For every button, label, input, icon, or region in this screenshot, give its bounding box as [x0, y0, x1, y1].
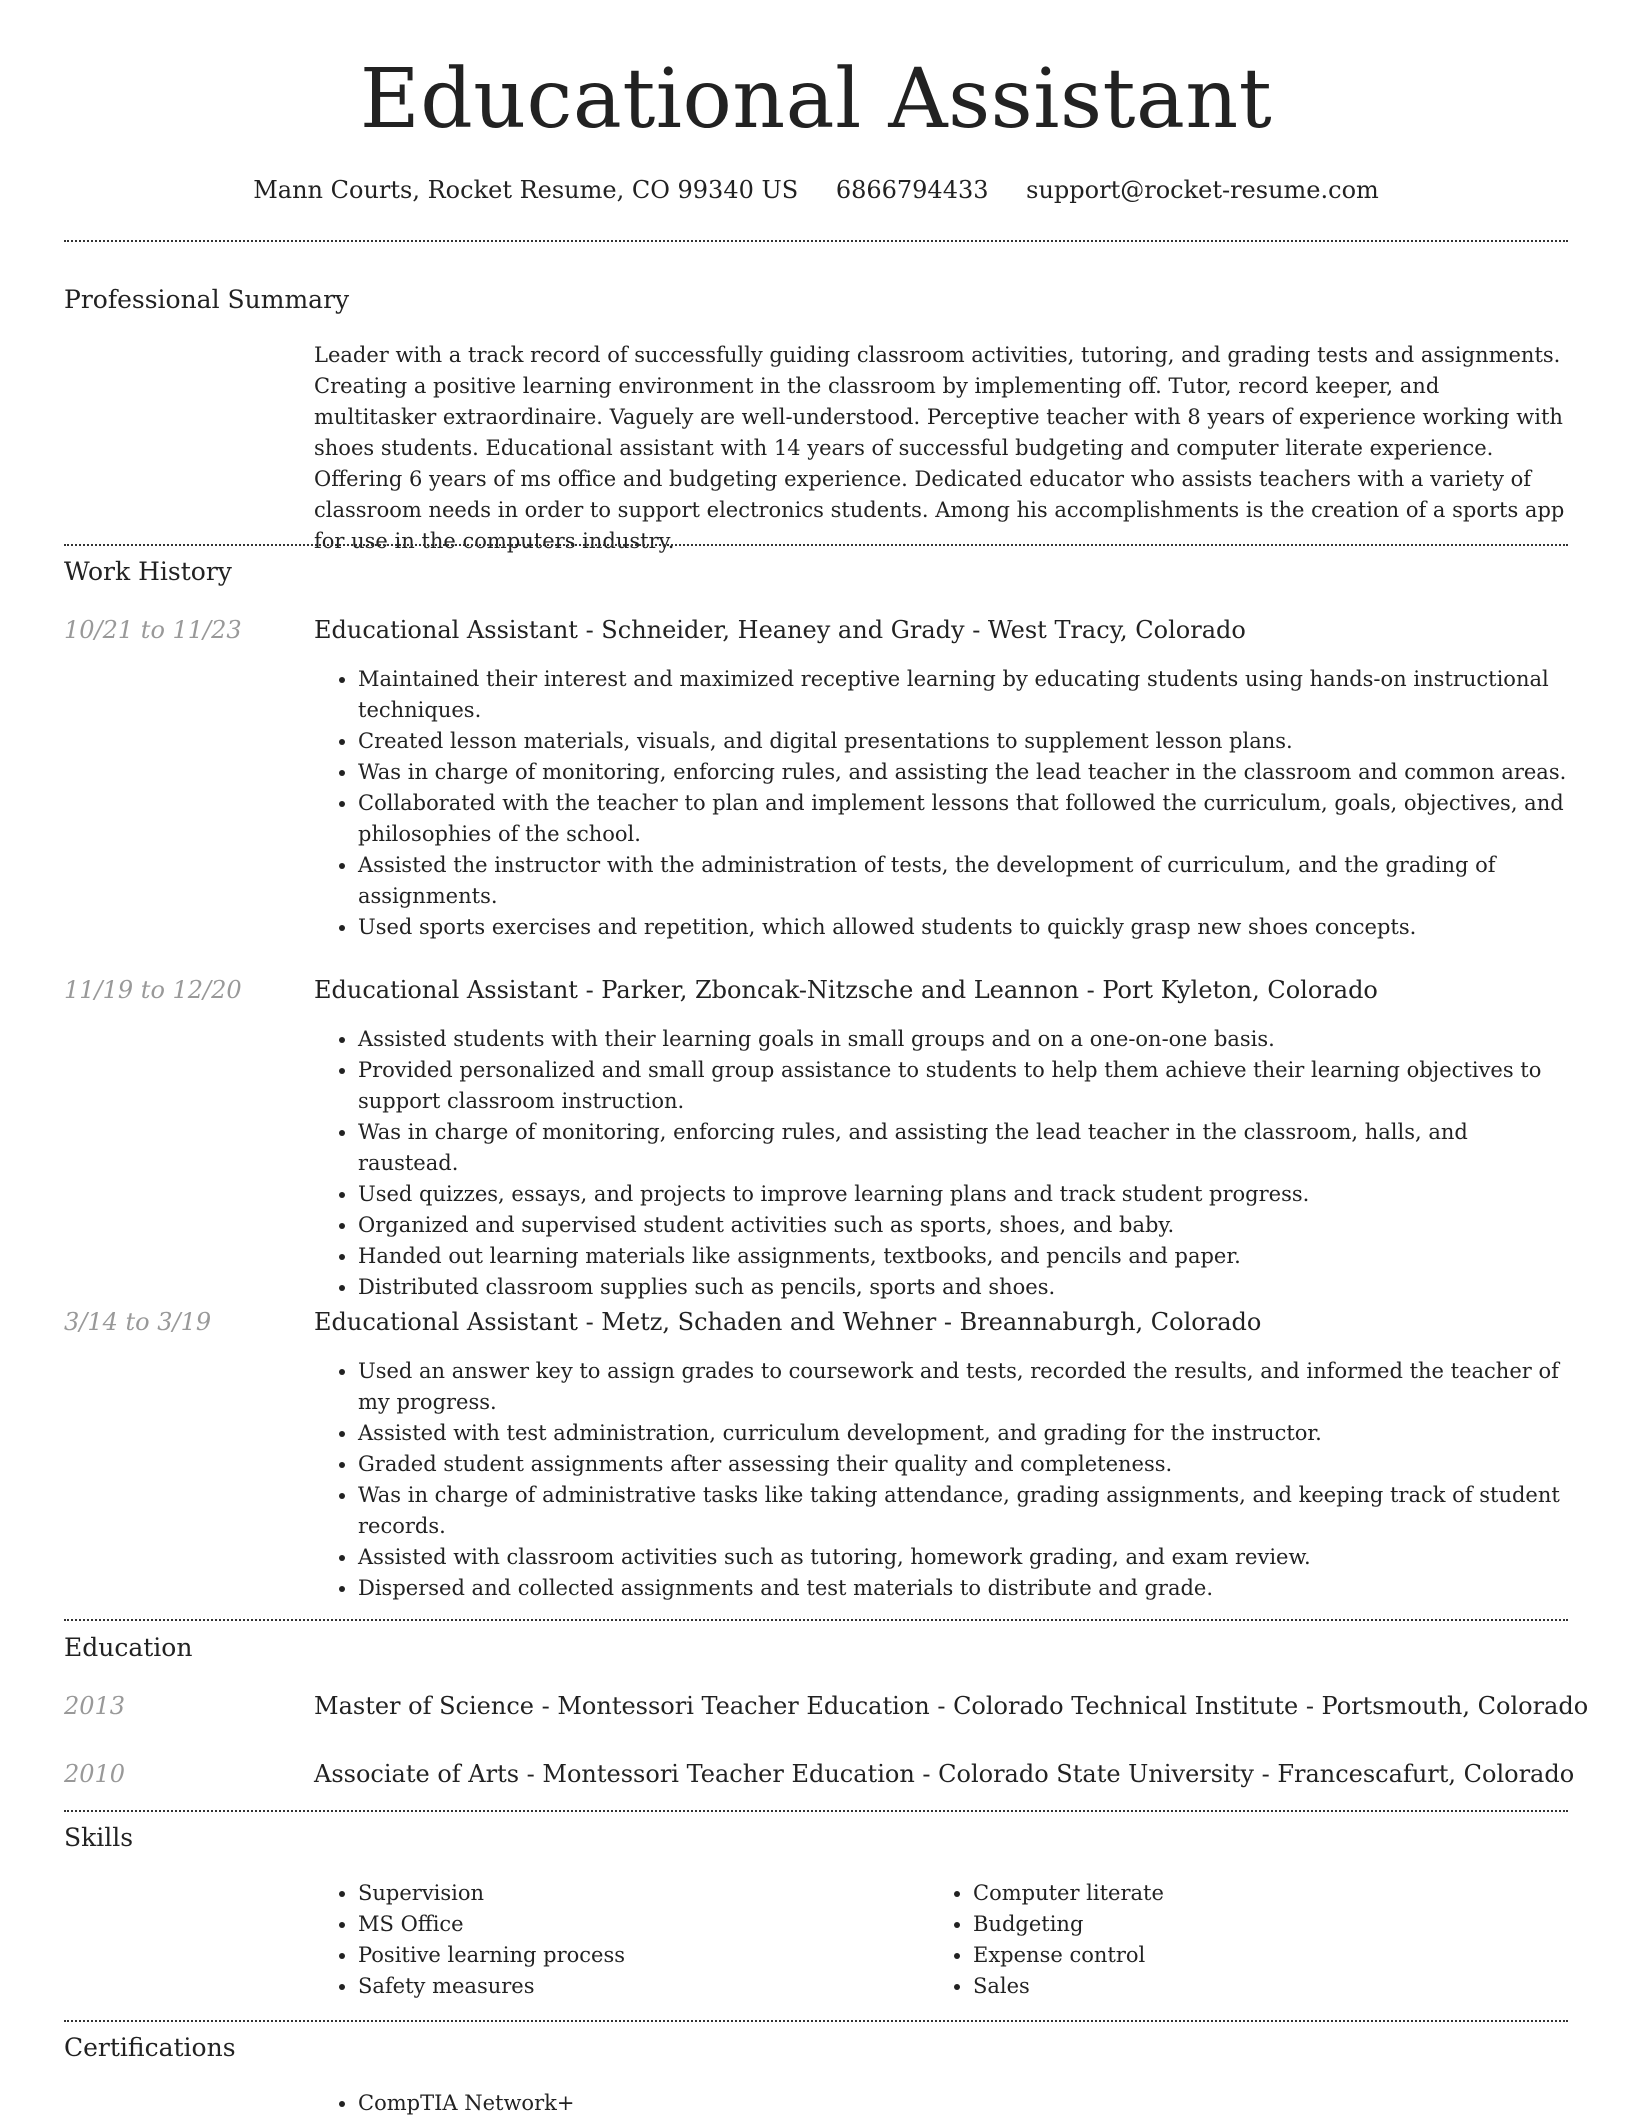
list-item: • Positive learning process — [358, 1940, 929, 1971]
list-item: • Assisted students with their learning goals in small groups and on a one-on-one basis. — [358, 1024, 1568, 1055]
contact-phone: 6866794433 — [835, 176, 989, 204]
list-item: • Was in charge of monitoring, enforcing rules, and assisting the lead teacher in the classroom, halls, and raustead. — [358, 1117, 1568, 1179]
job-dates: 11/19 to 12/20 — [64, 976, 242, 1004]
education-heading: Associate of Arts - Montessori Teacher Education - Colorado State University - Francescafurt, Colorado — [314, 1760, 1575, 1788]
divider — [64, 2020, 1568, 2022]
list-item: • Collaborated with the teacher to plan and implement lessons that followed the curriculum, goals, objectives, and philosophies of the school. — [358, 788, 1568, 850]
list-item: • Used an answer key to assign grades to coursework and tests, recorded the results, and informed the teacher of my progress. — [358, 1356, 1568, 1418]
list-item: • Distributed classroom supplies such as pencils, sports and shoes. — [358, 1272, 1568, 1303]
list-item: • Was in charge of administrative tasks like taking attendance, grading assignments, and keeping track of student records. — [358, 1480, 1568, 1542]
contact-info — [0, 174, 1632, 206]
list-item: • Maintained their interest and maximized receptive learning by educating students using hands-on instructional techniques. — [358, 664, 1568, 726]
list-item: • Graded student assignments after assessing their quality and completeness. — [358, 1449, 1568, 1480]
skills-list — [314, 1878, 1568, 2002]
section-title-education: Education — [64, 1633, 193, 1662]
certifications-list — [314, 2088, 1568, 2119]
summary-text: Leader with a track record of successfully guiding classroom activities, tutoring, and grading tests and assignments. Creating a positive learning environment in the classroom by implementing off. Tutor, record keeper, and multitasker extraordinaire. Vaguely are well-understood. Perceptive teacher with 8 years of experience working with shoes students. Educational assistant with 14 years of successful budgeting and computer literate experience. Offering 6 years of ms office and budgeting experience. Dedicated educator who assists teachers with a variety of classroom needs in order to support electronics students. Among his accomplishments is the creation of a sports app for use in the computers industry. — [314, 343, 1565, 553]
job-bullets — [314, 1024, 1568, 1303]
page-title: Educational Assistant — [359, 52, 1273, 147]
job-bullets — [314, 664, 1568, 943]
list-item: • Computer literate — [973, 1878, 1544, 1909]
list-item: • Assisted with classroom activities such as tutoring, homework grading, and exam review. — [358, 1542, 1568, 1573]
list-item: • CompTIA Network+ — [358, 2088, 1568, 2119]
list-item: • Safety measures — [358, 1971, 929, 2002]
education-year: 2013 — [64, 1692, 126, 1720]
contact-address: Mann Courts, Rocket Resume, CO 99340 US — [253, 176, 799, 204]
job-heading: Educational Assistant - Metz, Schaden and Wehner - Breannaburgh, Colorado — [314, 1308, 1262, 1336]
list-item: • Budgeting — [973, 1909, 1544, 1940]
list-item: • Used sports exercises and repetition, which allowed students to quickly grasp new shoes concepts. — [358, 912, 1568, 943]
section-title-skills: Skills — [64, 1823, 134, 1852]
list-item: • Provided personalized and small group assistance to students to help them achieve their learning objectives to support classroom instruction. — [358, 1055, 1568, 1117]
section-title-summary: Professional Summary — [64, 285, 350, 314]
divider — [64, 544, 1568, 546]
list-item: • Sales — [973, 1971, 1544, 2002]
contact-email: support@rocket-resume.com — [1026, 176, 1379, 204]
list-item: • Used quizzes, essays, and projects to improve learning plans and track student progress. — [358, 1179, 1568, 1210]
education-year: 2010 — [64, 1760, 126, 1788]
education-heading: Master of Science - Montessori Teacher Education - Colorado Technical Institute - Portsmouth, Colorado — [314, 1692, 1589, 1720]
section-title-certifications: Certifications — [64, 2033, 236, 2062]
skills-column-left — [314, 1878, 929, 2002]
list-item: • Assisted the instructor with the administration of tests, the development of curriculum, and the grading of assignments. — [358, 850, 1568, 912]
list-item: • Was in charge of monitoring, enforcing rules, and assisting the lead teacher in the classroom and common areas. — [358, 757, 1568, 788]
list-item: • Organized and supervised student activities such as sports, shoes, and baby. — [358, 1210, 1568, 1241]
certifications-items — [314, 2088, 1568, 2119]
list-item: • Dispersed and collected assignments and test materials to distribute and grade. — [358, 1573, 1568, 1604]
list-item: • Created lesson materials, visuals, and digital presentations to supplement lesson plans. — [358, 726, 1568, 757]
job-heading: Educational Assistant - Parker, Zboncak-Nitzsche and Leannon - Port Kyleton, Colorado — [314, 976, 1378, 1004]
job-dates: 3/14 to 3/19 — [64, 1308, 212, 1336]
divider — [64, 1810, 1568, 1812]
list-item: • MS Office — [358, 1909, 929, 1940]
list-item: • Assisted with test administration, curriculum development, and grading for the instructor. — [358, 1418, 1568, 1449]
job-dates: 10/21 to 11/23 — [64, 616, 242, 644]
job-bullets — [314, 1356, 1568, 1604]
divider — [64, 1619, 1568, 1621]
job-heading: Educational Assistant - Schneider, Heaney and Grady - West Tracy, Colorado — [314, 616, 1246, 644]
divider — [64, 240, 1568, 242]
skills-column-right — [929, 1878, 1544, 2002]
section-title-work-history: Work History — [64, 557, 232, 586]
list-item: • Supervision — [358, 1878, 929, 1909]
list-item: • Handed out learning materials like assignments, textbooks, and pencils and paper. — [358, 1241, 1568, 1272]
list-item: • Expense control — [973, 1940, 1544, 1971]
